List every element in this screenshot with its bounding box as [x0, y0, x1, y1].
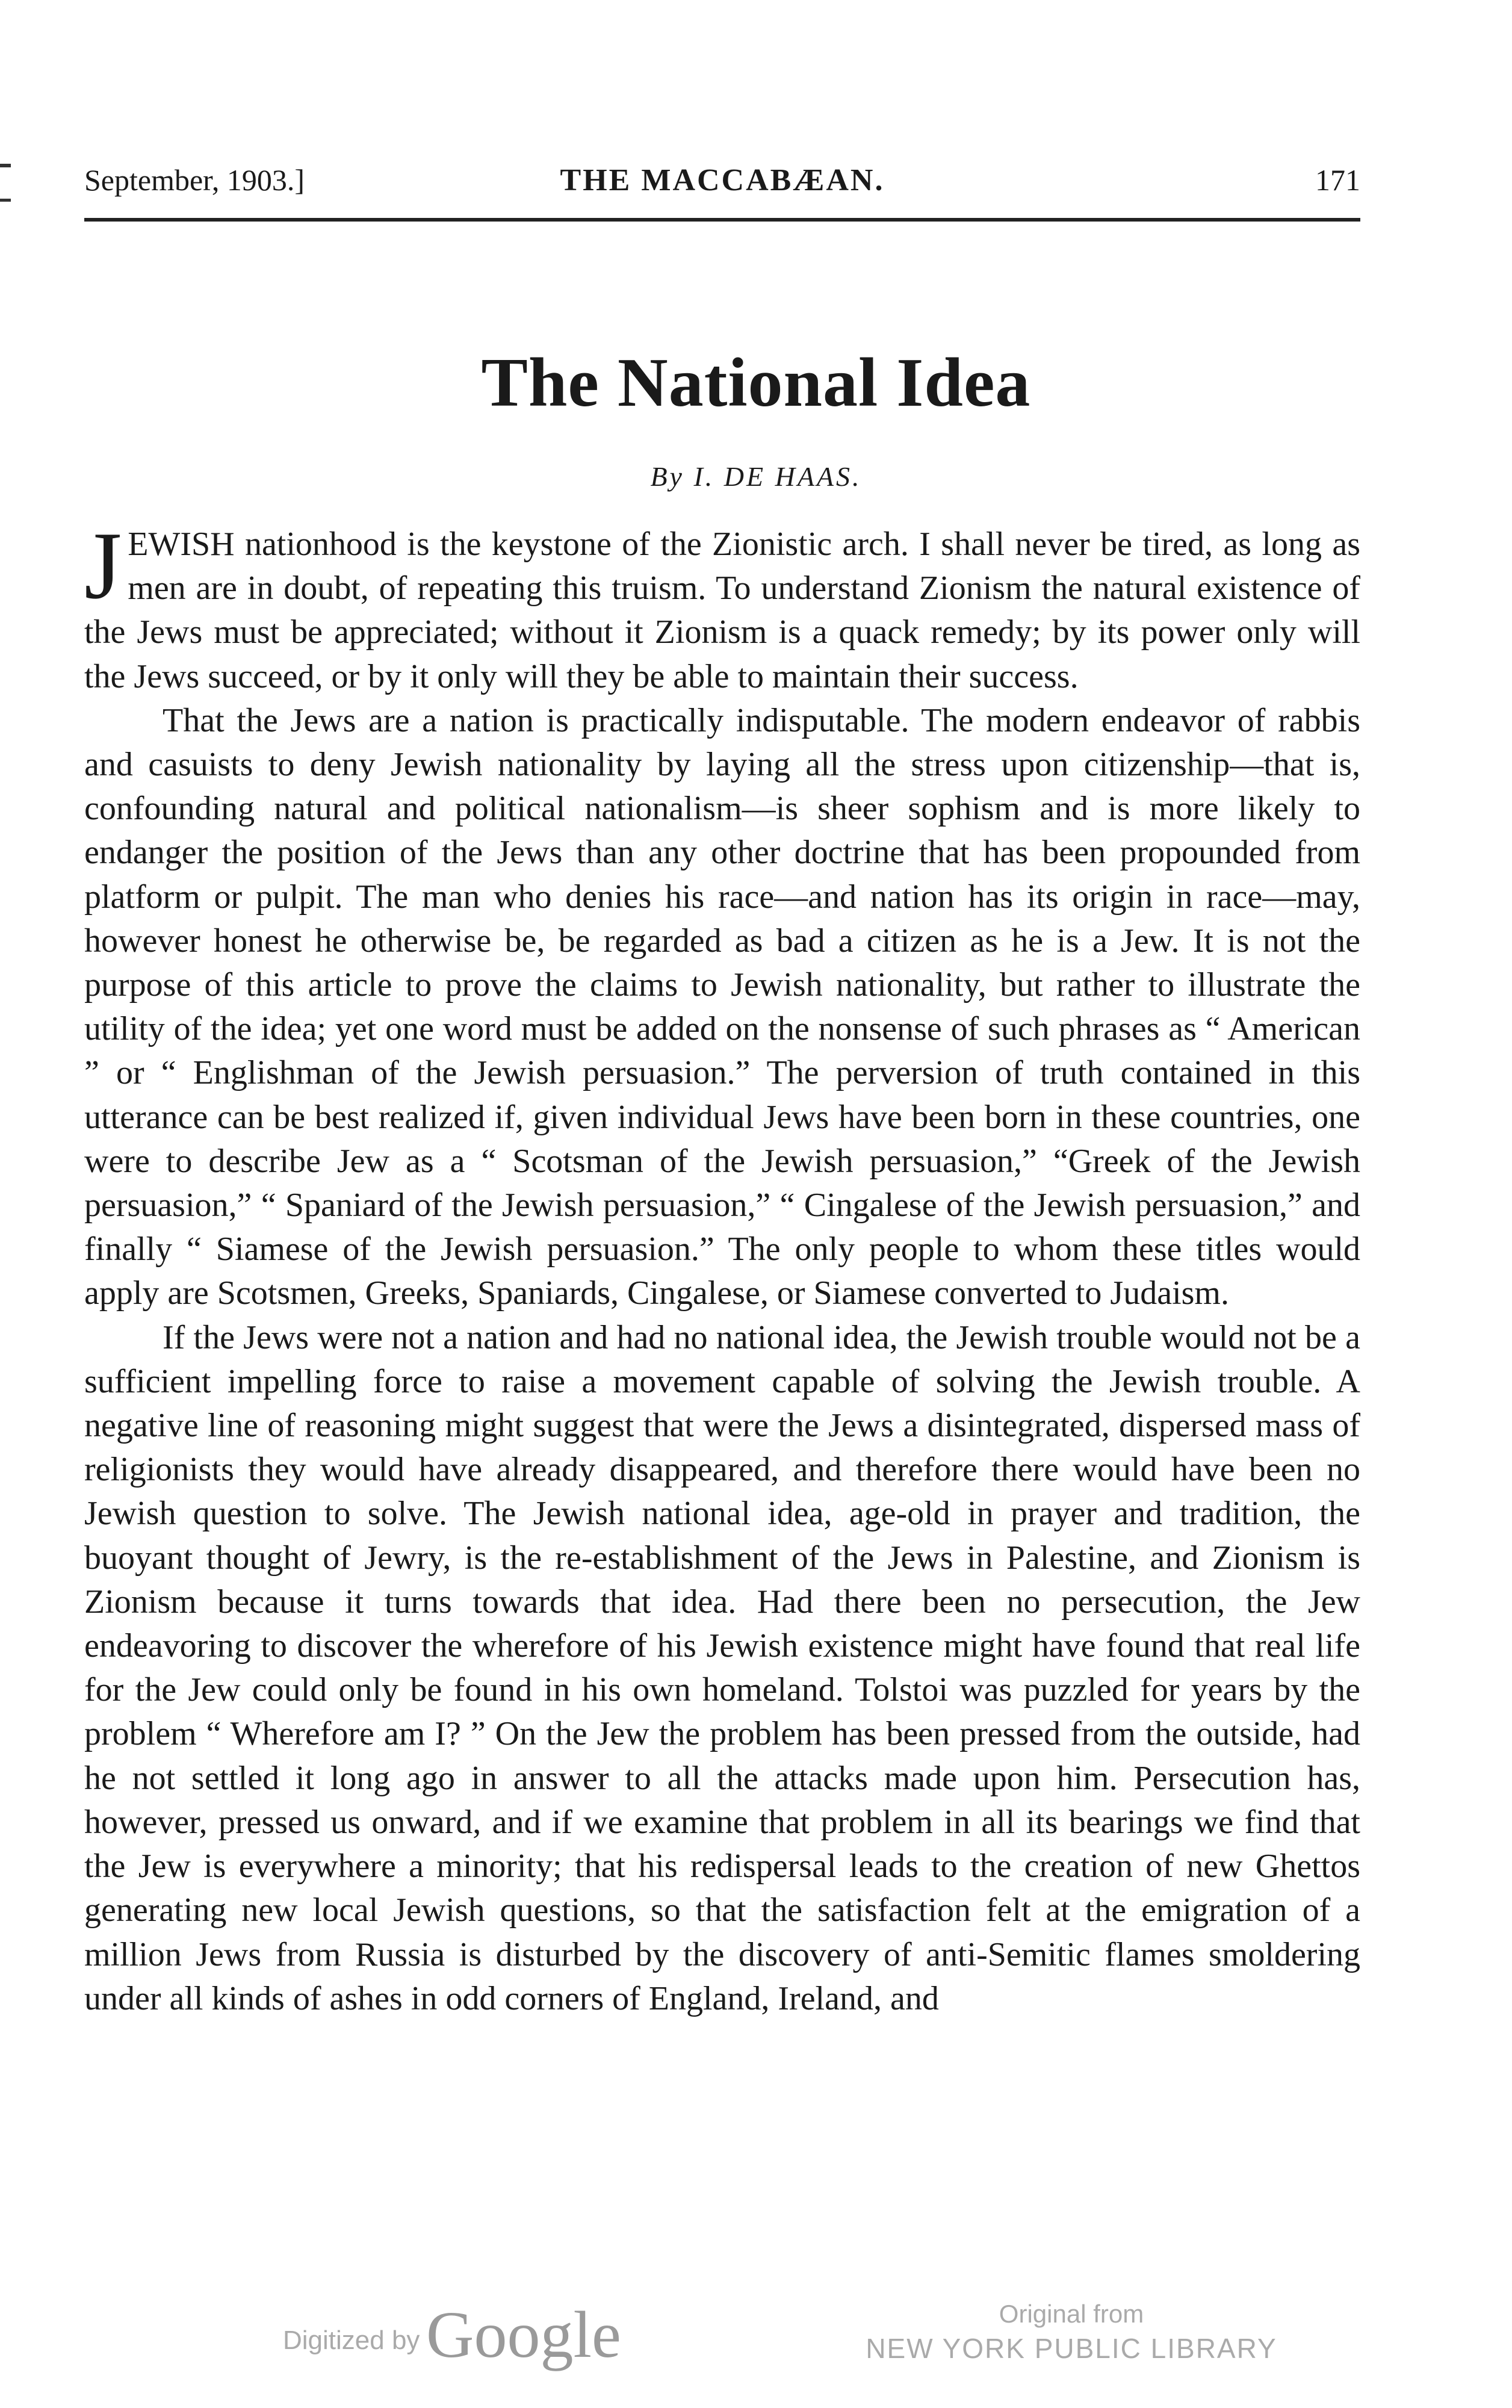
running-header: [84, 163, 1360, 199]
paragraph-text: EWISH nationhood is the keystone of the Zionistic arch. I shall never be tired, as long as men are in doubt, of repeating this truism. To understand Zionism the natural existence of the Jews must be appreciated; without it Zionism is a quack remedy; by its power only will the Jews succeed, or by it only will they be able to maintain their success.: [84, 526, 1360, 695]
article-body: [84, 512, 1360, 2021]
google-logo: Google: [426, 2298, 621, 2371]
header-date: September, 1903.]: [84, 163, 305, 197]
paragraph: If the Jews were not a nation and had no national idea, the Jewish trouble would not be a sufficient impelling force to raise a movement capable of solving the Jewish trouble. A negative line of reasoning might suggest that were the Jews a disintegrated, dispersed mass of religionists they would have already disappeared, and therefore there would have been no Jewish question to solve. The Jewish national idea, age-old in prayer and tradition, the buoyant thought of Jewry, is the re-establishment of the Jews in Palestine, and Zionism is Zionism because it turns towards that idea. Had there been no persecution, the Jew endeavoring to discover the wherefore of his Jewish existence might have found that real life for the Jew could only be found in his own homeland. Tolstoi was puzzled for years by the problem “ Wherefore am I? ” On the Jew the problem has been pressed from the outside, had he not settled it long ago in answer to all the attacks made upon him. Persecution has, however, pressed us onward, and if we examine that problem in all its bearings we find that the Jew is everywhere a minority; that his redispersal leads to the creation of new Ghettos generating new local Jewish questions, so that the satisfaction felt at the emigration of a million Jews from Russia is disturbed by the discovery of anti-Semitic flames smoldering under all kinds of ashes in odd corners of England, Ireland, and: [84, 1318, 1360, 2017]
page-number: 171: [1315, 163, 1360, 197]
drop-cap: J: [84, 512, 122, 619]
margin-mark: [0, 164, 11, 167]
digitized-by-label: Digitized by: [283, 2326, 420, 2355]
library-name: NEW YORK PUBLIC LIBRARY: [866, 2333, 1277, 2364]
paragraph: [84, 512, 1360, 699]
original-from-label: Original from: [999, 2300, 1144, 2328]
paragraph: That the Jews are a nation is practically indisputable. The modern endeavor of rabbis and casuists to deny Jewish nationality by laying all the stress upon citizenship—that is, confounding natural and political nationalism—is sheer sophism and is more likely to endanger the position of the Jews than any other doctrine that has been propounded from platform or pulpit. The man who denies his race—and nation has its origin in race—may, however honest he otherwise be, be regarded as bad a citizen as he is a Jew. It is not the purpose of this article to prove the claims to Jewish nationality, but rather to illustrate the utility of the idea; yet one word must be added on the nonsense of such phrases as “ American ” or “ Englishman of the Jewish persuasion.” The perversion of truth contained in this utterance can be best realized if, given individual Jews have been born in these countries, one were to describe Jew as a “ Scotsman of the Jewish persuasion,” “Greek of the Jewish persuasion,” “ Spaniard of the Jewish persuasion,” “ Cingalese of the Jewish persuasion,” and finally “ Siamese of the Jewish persuasion.” The only people to whom these titles would apply are Scotsmen, Greeks, Spaniards, Cingalese, or Siamese converted to Judaism.: [84, 701, 1360, 1312]
header-journal-title: THE MACCABÆAN.: [560, 163, 885, 197]
article-title: The National Idea: [481, 344, 1031, 421]
article-byline: By I. DE HAAS.: [650, 461, 862, 492]
original-source: [843, 2300, 1300, 2365]
header-rule: [84, 218, 1360, 222]
margin-mark: [0, 199, 11, 202]
